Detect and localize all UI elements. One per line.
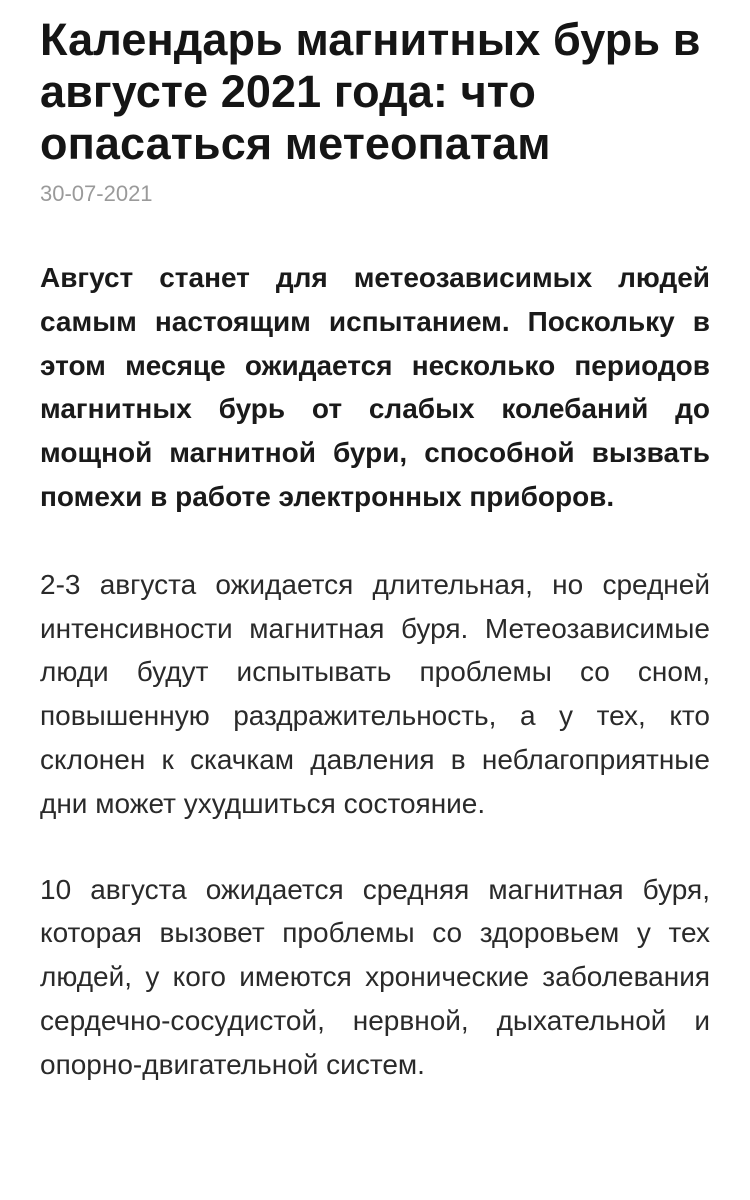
article-paragraph: 10 августа ожидается средняя магнитная буря, которая вызовет проблемы со здоровьем у тех людей, у кого имеются хронические заболевания сердечно-сосудистой, нервной, дыхательной и опорно-двигательной систем.	[40, 873, 710, 1080]
article	[40, 14, 710, 1087]
article-paragraph: 2-3 августа ожидается длительная, но средней интенсивности магнитная буря. Метеозависимые люди будут испытывать проблемы со сном, повышенную раздражительность, а у тех, кто склонен к скачкам давления в неблагоприятные дни может ухудшиться состояние.	[40, 568, 710, 819]
article-lead: Август станет для метеозависимых людей самым настоящим испытанием. Поскольку в этом месяце ожидается несколько периодов магнитных бурь от слабых колебаний до мощной магнитной бури, способной вызвать помехи в работе электронных приборов.	[40, 262, 710, 512]
article-date: 30-07-2021	[40, 181, 153, 206]
article-title: Календарь магнитных бурь в августе 2021 года: что опасаться метеопатам	[40, 14, 701, 169]
